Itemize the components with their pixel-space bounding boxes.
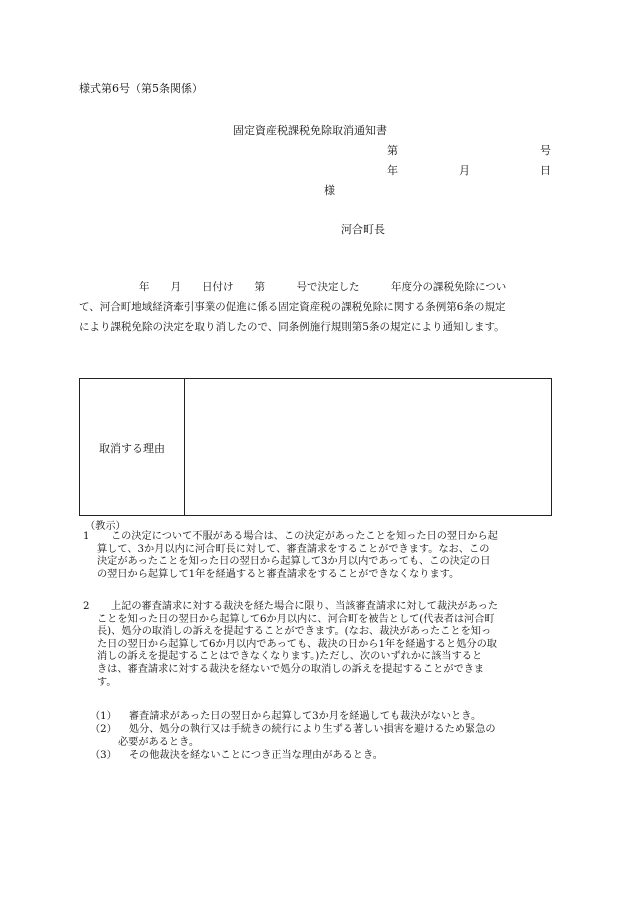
notice-2-line-4: た日の翌日から起算して6か月以内であっても、裁決の日から1年を経過すると処分の取 <box>97 638 497 650</box>
body-line-1: 年 月 日付け 第 号で決定した 年度分の課税免除につい <box>139 281 507 293</box>
sub-item-2-continued <box>118 737 199 750</box>
sub-item-1 <box>90 711 481 724</box>
sub-item-text: 必要があるとき。 <box>118 737 200 748</box>
reason-table <box>79 378 552 516</box>
issuer: 河合町長 <box>341 223 385 236</box>
date-year: 年 <box>387 164 398 177</box>
form-id: 様式第6号（第5条関係） <box>79 82 203 95</box>
addressee-sama: 様 <box>324 184 335 197</box>
sub-item-num: （1） <box>90 711 117 722</box>
notice-2-line-5: 消しの訴えを提起することはできなくなります。)ただし、次のいずれかに該当すると <box>97 651 483 663</box>
number-go: 号 <box>540 144 551 157</box>
notice-2-line-3: 長)、処分の取消しの訴えを提起することができます。(なお、裁決があったことを知っ <box>97 626 492 638</box>
document-title: 固定資産税課税免除取消通知書 <box>233 124 387 137</box>
sub-item-text: 処分、処分の執行又は手続きの続行により生ずる著しい損害を避けるため緊急の <box>128 724 496 735</box>
notice-1-line-4: の翌日から起算して1年を経過すると審査請求をすることができなくなります。 <box>97 568 460 580</box>
number-dai: 第 <box>387 144 398 157</box>
notice-num: 2 <box>83 601 90 612</box>
sub-item-text: 審査請求があった日の翌日から起算して3か月を経過しても裁決がないとき。 <box>128 711 482 722</box>
body-line-2: て、河合町地域経済牽引事業の促進に係る固定資産税の課税免除に関する条例第6条の規定 <box>79 301 506 313</box>
notice-1-line-2: 算して、3か月以内に河合町長に対して、審査請求をすることができます。なお、この <box>97 543 490 555</box>
notice-item-2 <box>83 601 553 693</box>
notice-2-line-6: きは、審査請求に対する裁決を経ないで処分の取消しの訴えを提起することができま <box>97 663 485 675</box>
notice-item-1 <box>83 531 553 585</box>
notice-num: 1 <box>83 531 90 542</box>
sub-item-num: （3） <box>90 750 117 761</box>
date-day: 日 <box>540 164 551 177</box>
notice-2-line-1: 上記の審査請求に対する裁決を経た場合に限り、当該審査請求に対して裁決があった <box>111 601 499 612</box>
notice-2-line-7: す。 <box>97 676 117 688</box>
notice-1-line-1: この決定について不服がある場合は、この決定があったことを知った日の翌日から起 <box>111 531 498 542</box>
body-line-3: により課税免除の決定を取り消したので、同条例施行規則第5条の規定により通知します。 <box>79 321 505 333</box>
date-month: 月 <box>459 164 470 177</box>
sub-item-3 <box>90 750 383 763</box>
notice-heading: （教示） <box>85 521 126 532</box>
notice-1-line-3: 決定があったことを知った日の翌日から起算して3か月以内であっても、この決定の日 <box>97 556 491 568</box>
sub-item-text: その他裁決を経ないことにつき正当な理由があるとき。 <box>128 750 383 761</box>
sub-item-num: （2） <box>90 724 117 735</box>
reason-label: 取消する理由 <box>99 442 165 455</box>
notice-2-line-2: ことを知った日の翌日から起算して6か月以内に、河合町を被告として(代表者は河合町 <box>97 613 495 625</box>
sub-item-2 <box>90 724 496 737</box>
table-divider <box>184 379 185 515</box>
